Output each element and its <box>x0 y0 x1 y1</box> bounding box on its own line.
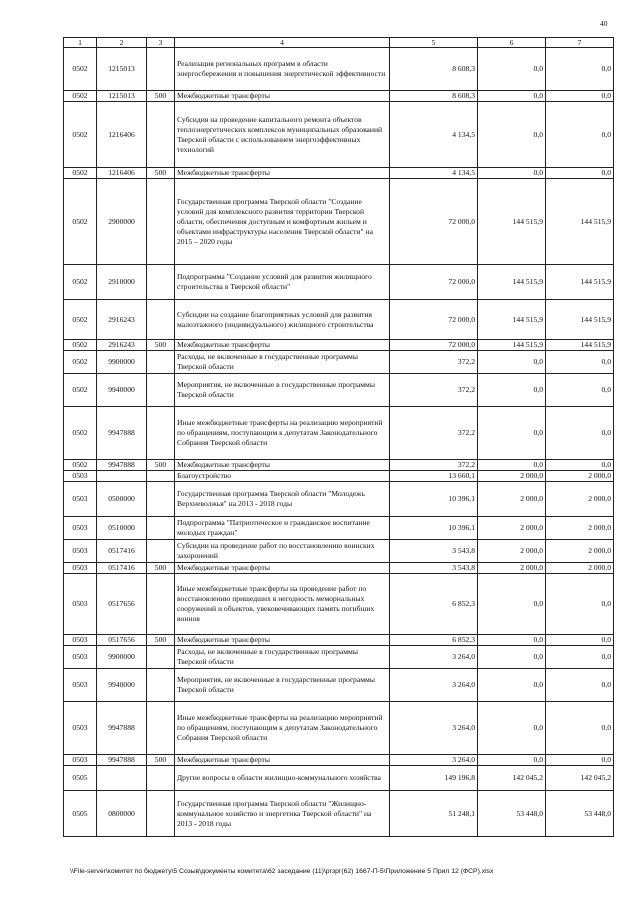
section-code: 0503 <box>64 646 97 669</box>
amount-year-1: 372,2 <box>390 460 478 471</box>
item-name: Межбюджетные трансферты <box>175 168 390 179</box>
column-header: 4 <box>175 38 390 48</box>
amount-year-2: 2 000,0 <box>478 540 546 563</box>
item-name: Иные межбюджетные трансферты на реализацию мероприятий по обращениям, поступающим к депутатам Законодательного Собрания Тверской области <box>175 702 390 755</box>
table-header-row <box>64 38 614 48</box>
expense-type-code: 500 <box>147 635 175 646</box>
amount-year-2: 0,0 <box>478 48 546 91</box>
item-name: Субсидии на проведение работ по восстановлению воинских захоронений <box>175 540 390 563</box>
table-body <box>64 48 614 837</box>
amount-year-2: 144 515,9 <box>478 300 546 340</box>
amount-year-3: 144 515,9 <box>546 340 614 351</box>
table-row <box>64 460 614 471</box>
section-code: 0503 <box>64 702 97 755</box>
expense-type-code <box>147 407 175 460</box>
table-row <box>64 669 614 702</box>
section-code: 0502 <box>64 48 97 91</box>
amount-year-1: 72 000,0 <box>390 179 478 265</box>
table-row <box>64 517 614 540</box>
amount-year-2: 0,0 <box>478 635 546 646</box>
page-number: 40 <box>600 19 608 28</box>
section-code: 0502 <box>64 374 97 407</box>
expense-type-code: 500 <box>147 340 175 351</box>
item-name: Субсидия на проведение капитального ремонта объектов теплоэнергетических комплексов муниципальных образований Тверской области с использованием энергоэффективных технологий <box>175 102 390 168</box>
amount-year-1: 13 660,1 <box>390 471 478 482</box>
table-row <box>64 766 614 791</box>
expense-type-code <box>147 517 175 540</box>
item-name: Государственная программа Тверской области "Молодежь Верхневолжья" на 2013 - 2018 годы <box>175 482 390 517</box>
table-row <box>64 48 614 91</box>
target-article-code: 1215013 <box>97 91 147 102</box>
target-article-code: 9940000 <box>97 669 147 702</box>
amount-year-1: 10 396,1 <box>390 482 478 517</box>
amount-year-1: 6 852,3 <box>390 635 478 646</box>
amount-year-3: 0,0 <box>546 407 614 460</box>
amount-year-3: 0,0 <box>546 755 614 766</box>
amount-year-1: 3 264,0 <box>390 755 478 766</box>
amount-year-2: 0,0 <box>478 102 546 168</box>
table-row <box>64 340 614 351</box>
amount-year-3: 2 000,0 <box>546 563 614 574</box>
section-code: 0503 <box>64 540 97 563</box>
item-name: Межбюджетные трансферты <box>175 563 390 574</box>
expense-type-code <box>147 374 175 407</box>
item-name: Субсидии на создание благоприятных условий для развития малоэтажного (индивидуального) жилищного строительства <box>175 300 390 340</box>
amount-year-3: 0,0 <box>546 91 614 102</box>
amount-year-1: 3 264,0 <box>390 646 478 669</box>
table-row <box>64 755 614 766</box>
amount-year-1: 372,2 <box>390 407 478 460</box>
amount-year-1: 372,2 <box>390 351 478 374</box>
target-article-code: 1215013 <box>97 48 147 91</box>
amount-year-3: 144 515,9 <box>546 265 614 300</box>
amount-year-1: 3 264,0 <box>390 702 478 755</box>
item-name: Государственная программа Тверской области "Создание условий для комплексного развития территории Тверской области, обеспечения доступным и комфортным жильем и объектами инфраструктуры населения Тверской области" на 2015 – 2020 годы <box>175 179 390 265</box>
section-code: 0503 <box>64 517 97 540</box>
amount-year-3: 2 000,0 <box>546 517 614 540</box>
column-header: 5 <box>390 38 478 48</box>
amount-year-2: 0,0 <box>478 669 546 702</box>
expense-type-code: 500 <box>147 460 175 471</box>
amount-year-2: 144 515,9 <box>478 265 546 300</box>
expense-type-code <box>147 179 175 265</box>
table-row <box>64 471 614 482</box>
target-article-code: 9947888 <box>97 755 147 766</box>
amount-year-2: 2 000,0 <box>478 517 546 540</box>
section-code: 0505 <box>64 791 97 837</box>
table-row <box>64 179 614 265</box>
item-name: Подпрограмма "Создание условий для развития жилищного строительства в Тверской области" <box>175 265 390 300</box>
amount-year-3: 0,0 <box>546 635 614 646</box>
column-header: 6 <box>478 38 546 48</box>
section-code: 0503 <box>64 482 97 517</box>
table-row <box>64 300 614 340</box>
amount-year-2: 0,0 <box>478 407 546 460</box>
target-article-code: 1216406 <box>97 168 147 179</box>
table-row <box>64 407 614 460</box>
section-code: 0502 <box>64 351 97 374</box>
amount-year-1: 6 852,3 <box>390 574 478 635</box>
expense-type-code <box>147 540 175 563</box>
item-name: Межбюджетные трансферты <box>175 91 390 102</box>
target-article-code: 0800000 <box>97 791 147 837</box>
expense-type-code <box>147 265 175 300</box>
table-row <box>64 168 614 179</box>
target-article-code <box>97 471 147 482</box>
amount-year-3: 0,0 <box>546 102 614 168</box>
amount-year-3: 0,0 <box>546 646 614 669</box>
section-code: 0502 <box>64 407 97 460</box>
amount-year-3: 0,0 <box>546 574 614 635</box>
amount-year-3: 0,0 <box>546 168 614 179</box>
target-article-code: 9900000 <box>97 646 147 669</box>
expense-type-code <box>147 669 175 702</box>
amount-year-1: 149 196,8 <box>390 766 478 791</box>
target-article-code: 2916243 <box>97 340 147 351</box>
section-code: 0502 <box>64 102 97 168</box>
budget-table <box>63 37 614 837</box>
amount-year-2: 2 000,0 <box>478 563 546 574</box>
expense-type-code <box>147 482 175 517</box>
item-name: Межбюджетные трансферты <box>175 340 390 351</box>
item-name: Мероприятия, не включенные в государственные программы Тверской области <box>175 669 390 702</box>
amount-year-3: 0,0 <box>546 48 614 91</box>
amount-year-3: 0,0 <box>546 702 614 755</box>
amount-year-2: 53 448,0 <box>478 791 546 837</box>
section-code: 0502 <box>64 91 97 102</box>
table-row <box>64 702 614 755</box>
section-code: 0503 <box>64 755 97 766</box>
item-name: Благоустройство <box>175 471 390 482</box>
target-article-code: 0510000 <box>97 517 147 540</box>
amount-year-1: 72 000,0 <box>390 340 478 351</box>
amount-year-1: 3 543,8 <box>390 563 478 574</box>
amount-year-2: 0,0 <box>478 351 546 374</box>
amount-year-1: 51 248,1 <box>390 791 478 837</box>
amount-year-2: 2 000,0 <box>478 471 546 482</box>
amount-year-2: 144 515,9 <box>478 179 546 265</box>
table-row <box>64 540 614 563</box>
target-article-code: 2910000 <box>97 265 147 300</box>
table-row <box>64 374 614 407</box>
target-article-code <box>97 766 147 791</box>
section-code: 0502 <box>64 460 97 471</box>
expense-type-code <box>147 702 175 755</box>
amount-year-1: 8 608,3 <box>390 91 478 102</box>
item-name: Межбюджетные трансферты <box>175 755 390 766</box>
expense-type-code <box>147 791 175 837</box>
expense-type-code <box>147 574 175 635</box>
amount-year-1: 3 264,0 <box>390 669 478 702</box>
item-name: Межбюджетные трансферты <box>175 635 390 646</box>
amount-year-2: 0,0 <box>478 755 546 766</box>
expense-type-code <box>147 48 175 91</box>
amount-year-3: 2 000,0 <box>546 471 614 482</box>
table-row <box>64 646 614 669</box>
item-name: Государственная программа Тверской области "Жилищно-коммунальное хозяйство и энергетика Тверской области" на 2013 - 2018 годы <box>175 791 390 837</box>
amount-year-3: 0,0 <box>546 374 614 407</box>
section-code: 0503 <box>64 574 97 635</box>
amount-year-2: 0,0 <box>478 646 546 669</box>
table-row <box>64 563 614 574</box>
file-path-footer: \\File-server\комитет по бюджету\5 Созыв\документы комитета\62 заседание (11)\ргзрг(62) 1667-П-5\Приложение 5 Прил 12 (ФСР).xlsx <box>70 868 494 875</box>
item-name: Иные межбюджетные трансферты на проведение работ по восстановлению пришедших в негодность мемориальных сооружений и объектов, увековечивающих память погибших воинов <box>175 574 390 635</box>
amount-year-2: 142 045,2 <box>478 766 546 791</box>
amount-year-2: 0,0 <box>478 91 546 102</box>
amount-year-2: 0,0 <box>478 574 546 635</box>
section-code: 0502 <box>64 179 97 265</box>
column-header: 7 <box>546 38 614 48</box>
expense-type-code <box>147 300 175 340</box>
section-code: 0503 <box>64 563 97 574</box>
amount-year-3: 0,0 <box>546 351 614 374</box>
item-name: Реализация региональных программ в области энергосбережения и повышения энергетической эффективности <box>175 48 390 91</box>
target-article-code: 0517416 <box>97 563 147 574</box>
expense-type-code <box>147 102 175 168</box>
amount-year-1: 372,2 <box>390 374 478 407</box>
table-row <box>64 574 614 635</box>
column-header: 1 <box>64 38 97 48</box>
target-article-code: 9900000 <box>97 351 147 374</box>
table-row <box>64 635 614 646</box>
amount-year-3: 144 515,9 <box>546 179 614 265</box>
section-code: 0502 <box>64 168 97 179</box>
target-article-code: 9947888 <box>97 460 147 471</box>
amount-year-3: 2 000,0 <box>546 540 614 563</box>
target-article-code: 9947888 <box>97 702 147 755</box>
expense-type-code: 500 <box>147 563 175 574</box>
item-name: Мероприятия, не включенные в государственные программы Тверской области <box>175 374 390 407</box>
amount-year-3: 0,0 <box>546 460 614 471</box>
expense-type-code <box>147 766 175 791</box>
amount-year-1: 10 396,1 <box>390 517 478 540</box>
table-row <box>64 91 614 102</box>
target-article-code: 0500000 <box>97 482 147 517</box>
amount-year-1: 8 608,3 <box>390 48 478 91</box>
expense-type-code: 500 <box>147 168 175 179</box>
expense-type-code: 500 <box>147 91 175 102</box>
section-code: 0502 <box>64 300 97 340</box>
section-code: 0503 <box>64 669 97 702</box>
amount-year-2: 0,0 <box>478 168 546 179</box>
column-header: 3 <box>147 38 175 48</box>
table-row <box>64 102 614 168</box>
amount-year-3: 144 515,9 <box>546 300 614 340</box>
item-name: Иные межбюджетные трансферты на реализацию мероприятий по обращениям, поступающим к депутатам Законодательного Собрания Тверской области <box>175 407 390 460</box>
item-name: Другие вопросы в области жилищно-коммунального хозяйства <box>175 766 390 791</box>
expense-type-code <box>147 646 175 669</box>
amount-year-2: 144 515,9 <box>478 340 546 351</box>
amount-year-3: 53 448,0 <box>546 791 614 837</box>
target-article-code: 2900000 <box>97 179 147 265</box>
amount-year-2: 0,0 <box>478 374 546 407</box>
section-code: 0502 <box>64 265 97 300</box>
amount-year-1: 4 134,5 <box>390 102 478 168</box>
table-row <box>64 791 614 837</box>
item-name: Подпрограмма "Патриотическое и гражданское воспитание молодых граждан" <box>175 517 390 540</box>
item-name: Расходы, не включенные в государственные программы Тверской области <box>175 646 390 669</box>
expense-type-code: 500 <box>147 755 175 766</box>
amount-year-2: 0,0 <box>478 460 546 471</box>
section-code: 0505 <box>64 766 97 791</box>
item-name: Расходы, не включенные в государственные программы Тверской области <box>175 351 390 374</box>
table-row <box>64 351 614 374</box>
amount-year-1: 72 000,0 <box>390 265 478 300</box>
section-code: 0502 <box>64 340 97 351</box>
amount-year-3: 0,0 <box>546 669 614 702</box>
amount-year-3: 2 000,0 <box>546 482 614 517</box>
item-name: Межбюджетные трансферты <box>175 460 390 471</box>
amount-year-1: 3 543,8 <box>390 540 478 563</box>
column-header: 2 <box>97 38 147 48</box>
expense-type-code <box>147 351 175 374</box>
target-article-code: 9947888 <box>97 407 147 460</box>
section-code: 0503 <box>64 471 97 482</box>
target-article-code: 0517416 <box>97 540 147 563</box>
section-code: 0503 <box>64 635 97 646</box>
amount-year-3: 142 045,2 <box>546 766 614 791</box>
table-row <box>64 265 614 300</box>
target-article-code: 2916243 <box>97 300 147 340</box>
amount-year-1: 72 000,0 <box>390 300 478 340</box>
amount-year-1: 4 134,5 <box>390 168 478 179</box>
amount-year-2: 2 000,0 <box>478 482 546 517</box>
target-article-code: 9940000 <box>97 374 147 407</box>
amount-year-2: 0,0 <box>478 702 546 755</box>
target-article-code: 1216406 <box>97 102 147 168</box>
target-article-code: 0517656 <box>97 635 147 646</box>
expense-type-code <box>147 471 175 482</box>
table-row <box>64 482 614 517</box>
target-article-code: 0517656 <box>97 574 147 635</box>
